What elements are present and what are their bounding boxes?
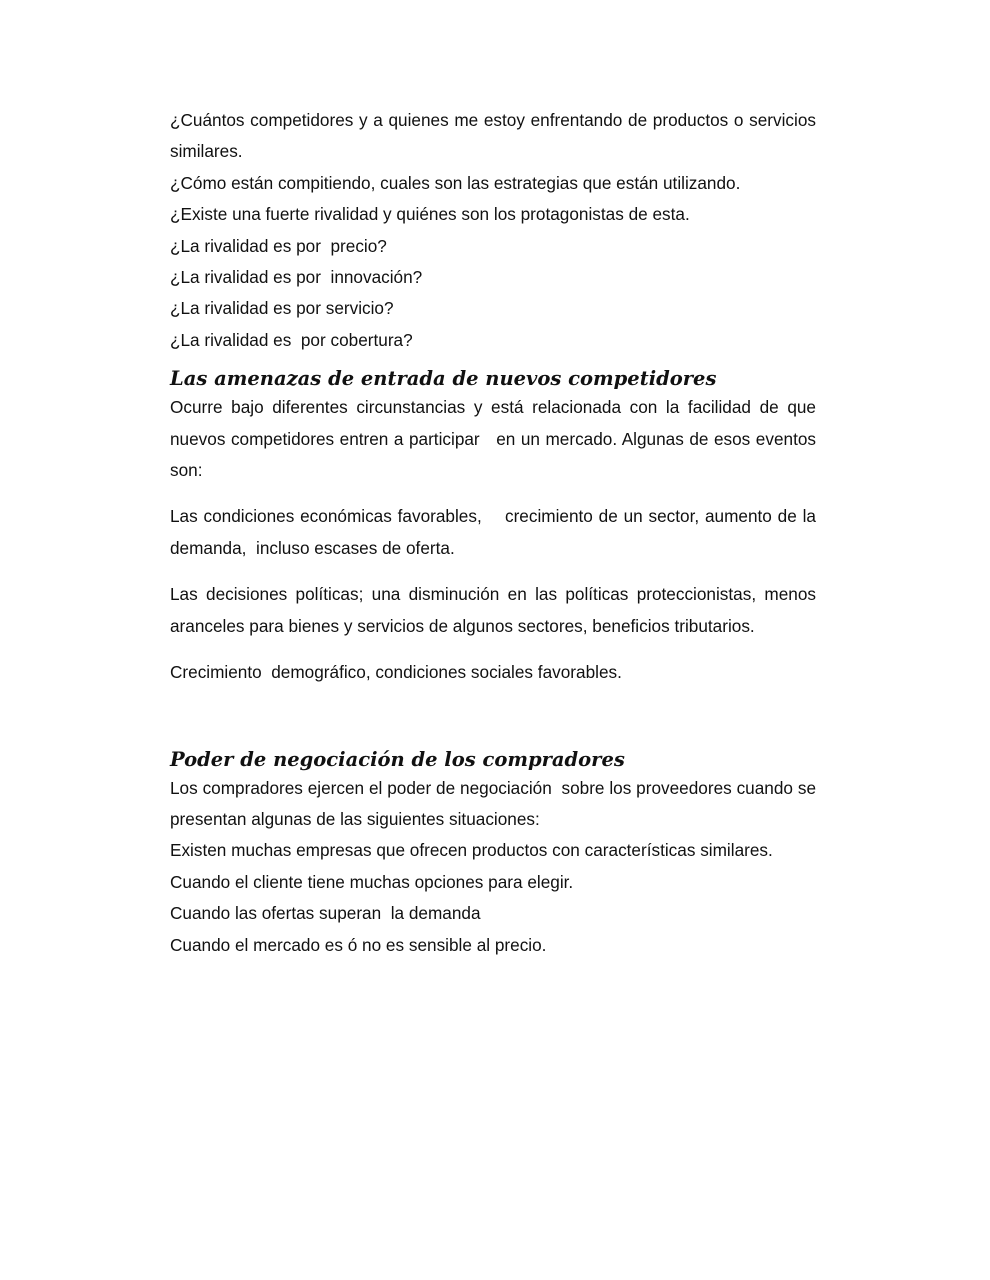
question-rivalry-price: ¿La rivalidad es por precio? <box>170 235 387 256</box>
question-rivalry-protagonists: ¿Existe una fuerte rivalidad y quiénes son los protagonistas de esta. <box>170 204 690 225</box>
question-competitors: ¿Cuántos competidores y a quienes me estoy enfrentando de productos o servicios similares. <box>170 110 821 162</box>
question-competing-strategies: ¿Cómo están compitiendo, cuales son las estrategias que están utilizando. <box>170 172 741 193</box>
new-entrants-demographic: Crecimiento demográfico, condiciones sociales favorables. <box>170 662 622 683</box>
question-rivalry-innovation: ¿La rivalidad es por innovación? <box>170 267 423 288</box>
document-body <box>170 105 826 961</box>
buyer-power-item-supply: Cuando las ofertas superan la demanda <box>170 903 481 924</box>
buyer-power-item-similar: Existen muchas empresas que ofrecen productos con características similares. <box>170 840 773 861</box>
buyer-power-item-options: Cuando el cliente tiene muchas opciones para elegir. <box>170 871 574 892</box>
new-entrants-political: Las decisiones políticas; una disminución en las políticas proteccionistas, menos aranceles para bienes y servicios de algunos sectores, beneficios tributarios. <box>170 584 821 636</box>
buyer-power-intro: Los compradores ejercen el poder de negociación sobre los proveedores cuando se presentan algunas de las siguientes situaciones: <box>170 777 821 829</box>
new-entrants-intro: Ocurre bajo diferentes circunstancias y está relacionada con la facilidad de que nuevos competidores entren a participar en un mercado. Algunas de esos eventos son: <box>170 397 826 481</box>
section-heading-new-entrants: Las amenazas de entrada de nuevos competidores <box>170 367 717 391</box>
section-heading-buyer-power: Poder de negociación de los compradores <box>170 747 625 771</box>
buyer-power-item-price: Cuando el mercado es ó no es sensible al precio. <box>170 934 547 955</box>
question-rivalry-service: ¿La rivalidad es por servicio? <box>170 298 394 319</box>
new-entrants-economic: Las condiciones económicas favorables, crecimiento de un sector, aumento de la demanda, incluso escases de oferta. <box>170 506 821 558</box>
question-rivalry-coverage: ¿La rivalidad es por cobertura? <box>170 329 413 350</box>
